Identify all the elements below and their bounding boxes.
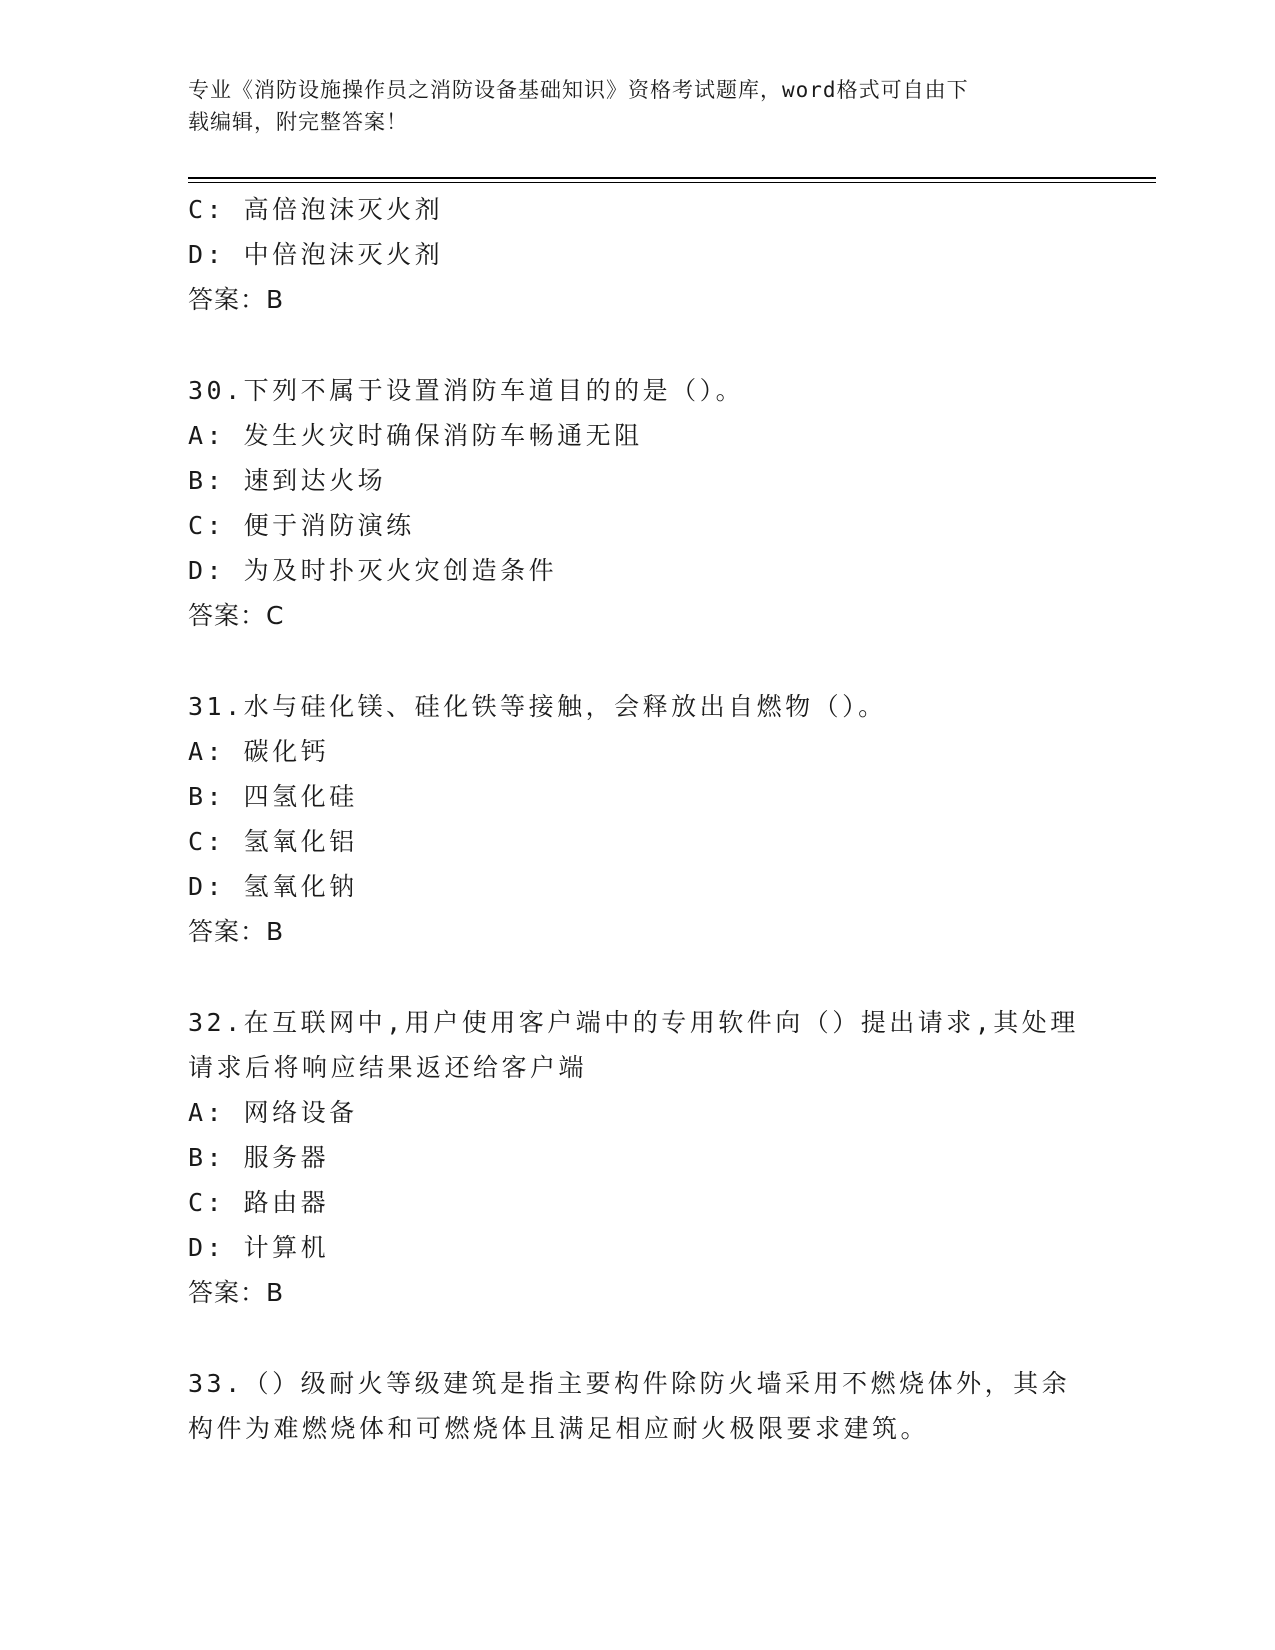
q33-stem-line-2: 构件为难燃烧体和可燃烧体且满足相应耐火极限要求建筑。 bbox=[188, 1414, 930, 1443]
q32-option-d: D: 计算机 bbox=[188, 1233, 330, 1262]
q32-option-b: B: 服务器 bbox=[188, 1143, 330, 1172]
header-line-2: 载编辑，附完整答案！ bbox=[188, 110, 408, 134]
q29-option-d: D: 中倍泡沫灭火剂 bbox=[188, 240, 444, 269]
q30-stem: 30.下列不属于设置消防车道目的的是（）。 bbox=[188, 376, 745, 405]
q30-option-a: A: 发生火灾时确保消防车畅通无阻 bbox=[188, 421, 643, 450]
q30-option-d: D: 为及时扑灭火灾创造条件 bbox=[188, 556, 558, 585]
header-divider-thin bbox=[188, 182, 1156, 183]
document-header bbox=[188, 74, 1068, 138]
q29-option-c: C: 高倍泡沫灭火剂 bbox=[188, 195, 444, 224]
q31-option-d: D: 氢氧化钠 bbox=[188, 872, 358, 901]
q30-option-c: C: 便于消防演练 bbox=[188, 511, 415, 540]
q32-option-c: C: 路由器 bbox=[188, 1188, 330, 1217]
q31-option-a: A: 碳化钙 bbox=[188, 737, 330, 766]
header-line-1: 专业《消防设施操作员之消防设备基础知识》资格考试题库，word格式可自由下 bbox=[188, 78, 969, 102]
q31-answer: 答案：B bbox=[188, 917, 285, 946]
q32-answer: 答案：B bbox=[188, 1278, 285, 1307]
q30-answer: 答案：C bbox=[188, 601, 285, 630]
q31-option-b: B: 四氢化硅 bbox=[188, 782, 358, 811]
q29-answer: 答案：B bbox=[188, 285, 285, 314]
q30-option-b: B: 速到达火场 bbox=[188, 466, 387, 495]
q32-option-a: A: 网络设备 bbox=[188, 1098, 358, 1127]
header-divider-thick bbox=[188, 177, 1156, 179]
q32-stem-line-2: 请求后将响应结果返还给客户端 bbox=[188, 1053, 588, 1082]
q33-stem-line-1: 33.（）级耐火等级建筑是指主要构件除防火墙采用不燃烧体外，其余 bbox=[188, 1369, 1071, 1398]
q32-stem-line-1: 32.在互联网中,用户使用客户端中的专用软件向（）提出请求,其处理 bbox=[188, 1008, 1079, 1037]
q31-option-c: C: 氢氧化铝 bbox=[188, 827, 358, 856]
q31-stem: 31.水与硅化镁、硅化铁等接触，会释放出自燃物（）。 bbox=[188, 692, 887, 721]
